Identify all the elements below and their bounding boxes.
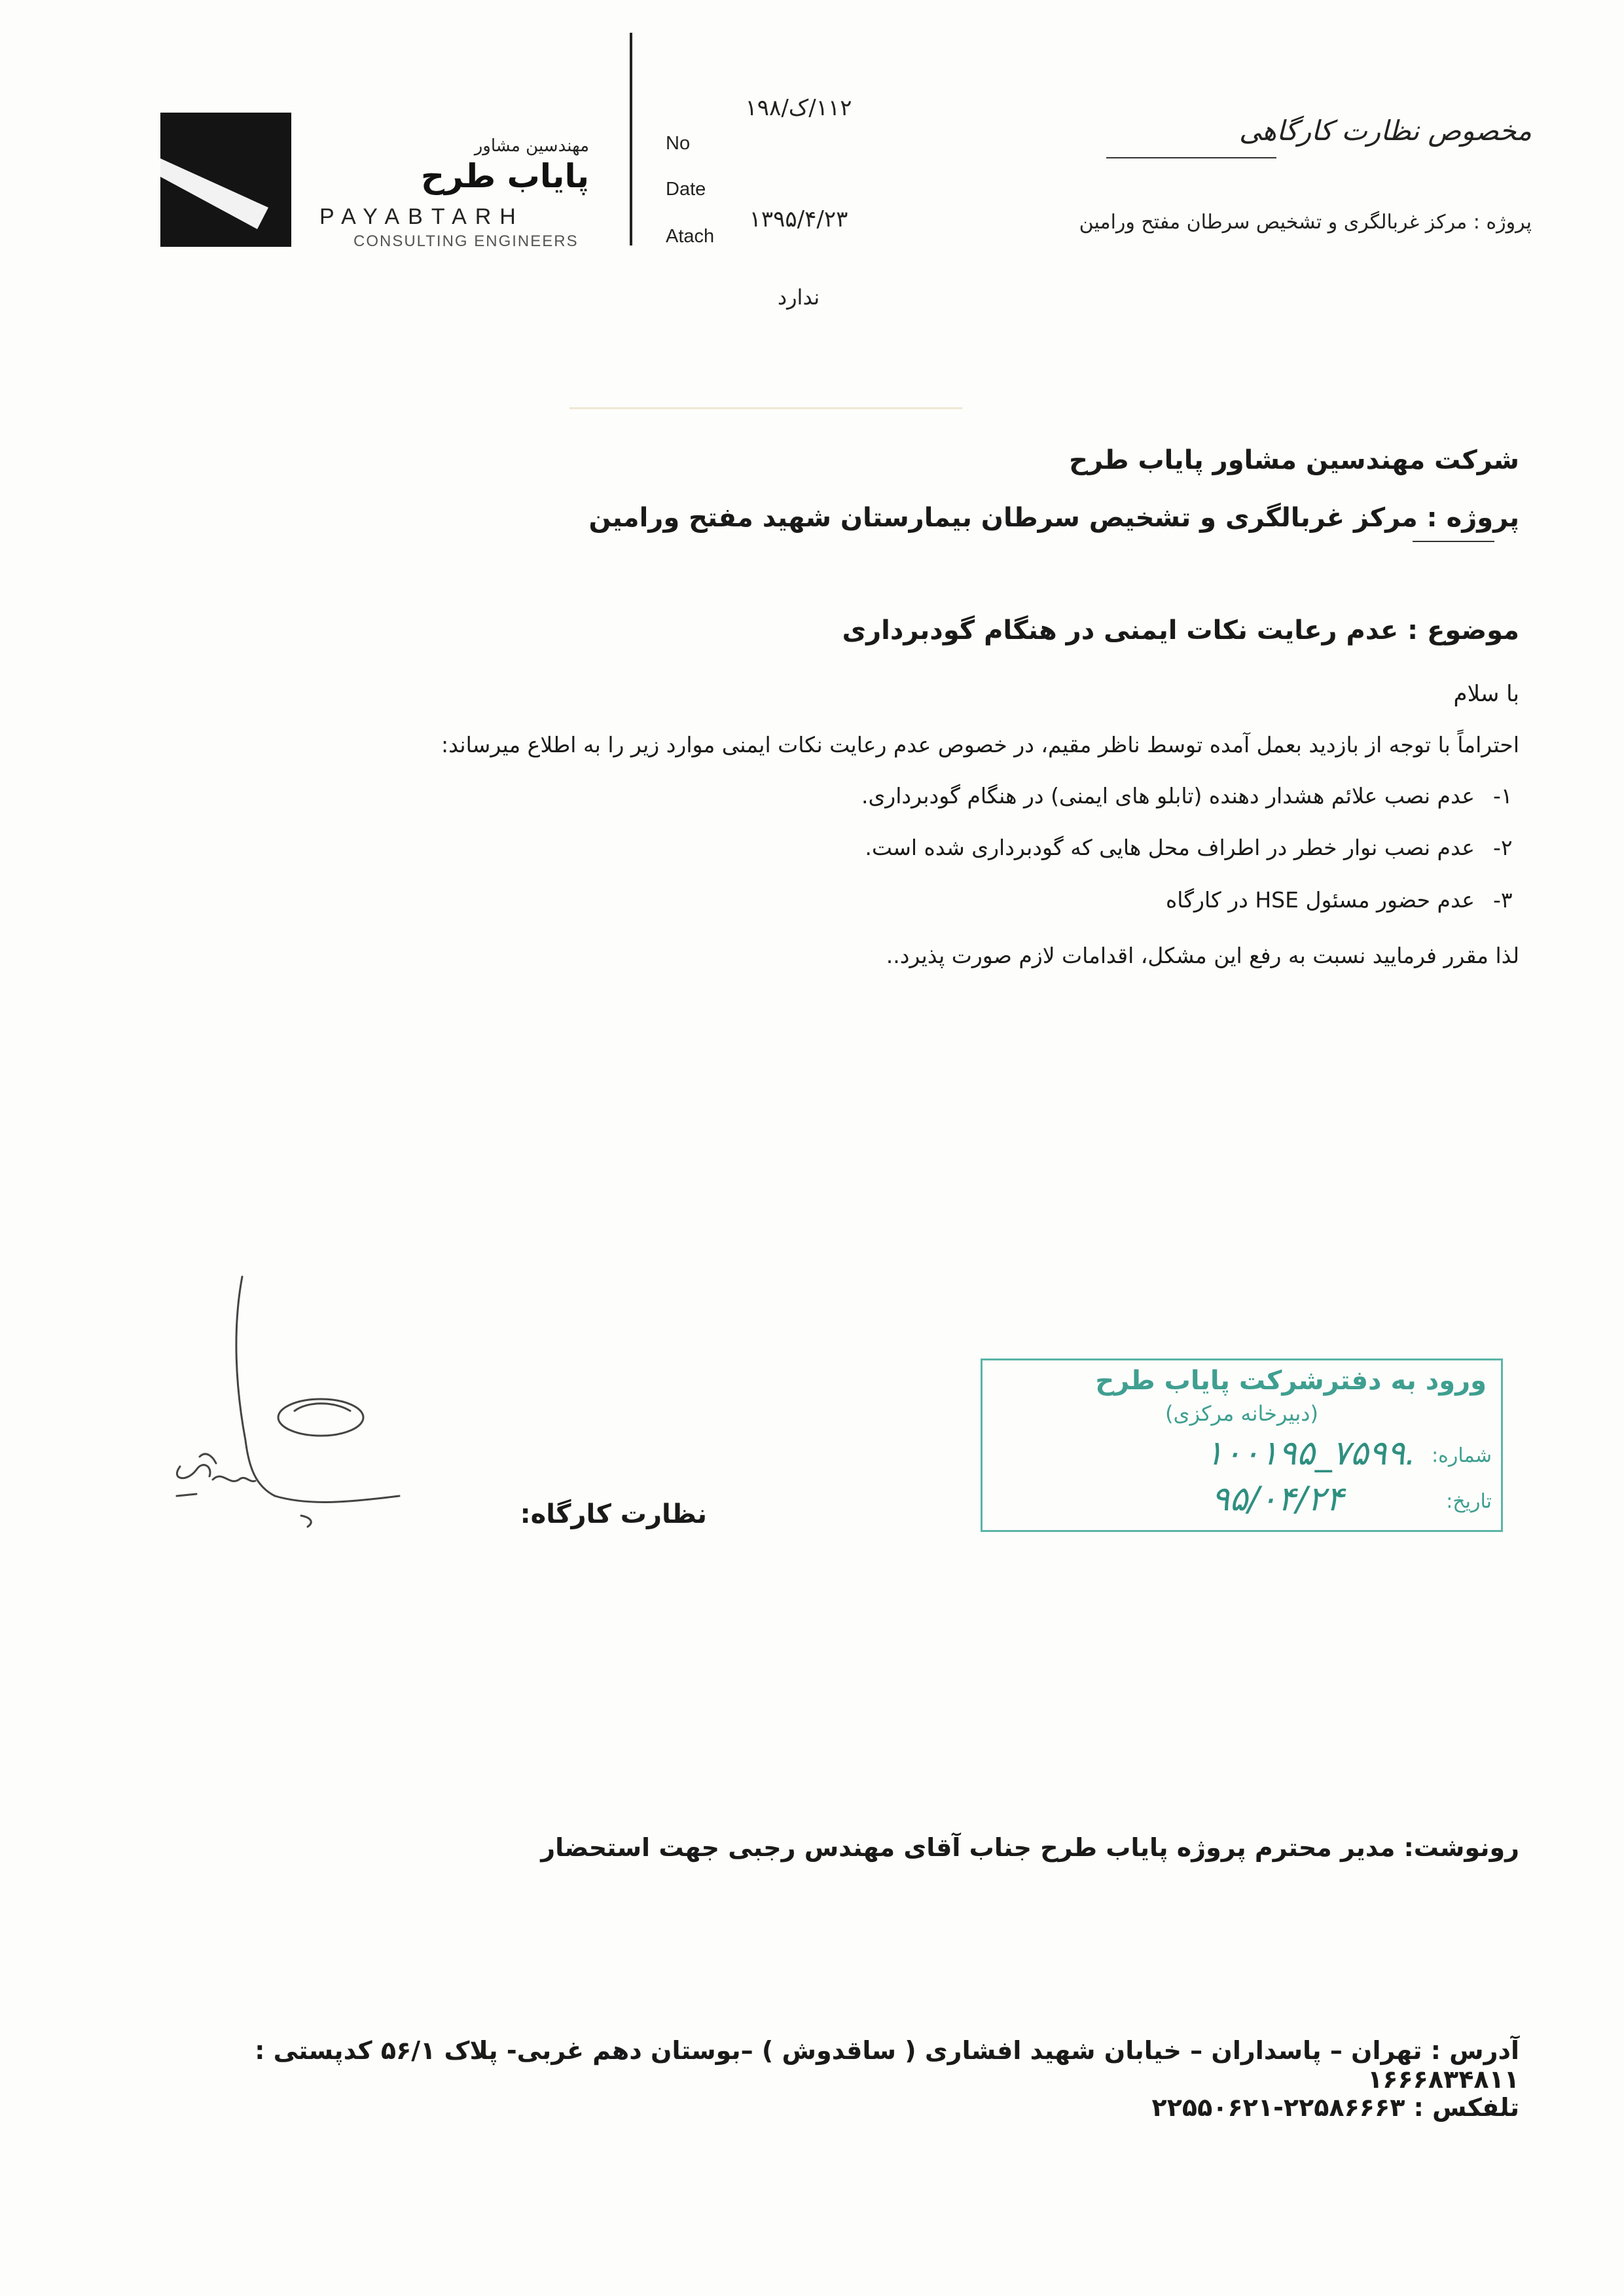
stamp-number-value: ۱۰۰۱۹۵_۷۵۹۹.: [1205, 1434, 1416, 1473]
list-item: [105, 783, 1519, 809]
stamp-date-value: ۹۵/۰۴/۲۴: [1211, 1480, 1344, 1519]
handwritten-signature-icon: [151, 1270, 452, 1558]
logo-mark-icon: [160, 113, 291, 247]
logo-english-name: PAYABTARH: [319, 204, 524, 229]
stamp-heading-underline: [1106, 157, 1276, 158]
attachment-value: ندارد: [777, 285, 820, 310]
supervision-stamp-heading: مخصوص نظارت کارگاهی: [1239, 115, 1532, 147]
date-label: Date: [666, 179, 706, 200]
stamp-title: ورود به دفترشرکت پایاب طرح: [1095, 1366, 1487, 1396]
list-item-text: عدم نصب علائم هشدار دهنده (تابلو های ایمنی) در هنگام گودبرداری.: [861, 783, 1475, 809]
header-separator: [569, 407, 962, 409]
no-label: No: [666, 133, 691, 154]
logo-persian-small: مهندسین مشاور: [474, 136, 589, 156]
list-item: [105, 835, 1519, 860]
carbon-copy-line: رونوشت: مدیر محترم پروژه پایاب طرح جناب آقای مهندس رجبی جهت استحضار: [541, 1833, 1519, 1862]
letter-number: ۱۱۲/ک/۱۹۸: [745, 95, 852, 121]
address-line: آدرس : تهران – پاسداران – خیابان شهید افشاری ( ساقدوش ) –بوستان دهم غربی- پلاک ۵۶/۱ کدپستی : ۱۶۶۶۸۳۴۸۱۱: [255, 2036, 1519, 2094]
list-item-number: ۲-: [1493, 835, 1513, 860]
letter-date: ۱۳۹۵/۴/۲۳: [749, 206, 848, 232]
site-supervision-signature-label: نظارت کارگاه:: [520, 1499, 707, 1529]
logo-english-subtitle: CONSULTING ENGINEERS: [353, 232, 579, 250]
greeting: با سلام: [1453, 681, 1519, 707]
intro-paragraph: احتراماً با توجه از بازدید بعمل آمده توسط ناظر مقیم، در خصوص عدم رعایت نکات ایمنی موارد زیر را به اطلاع میرساند:: [441, 732, 1519, 757]
header-project: پروژه : مرکز غربالگری و تشخیص سرطان مفتح ورامین: [1079, 211, 1532, 234]
logo-persian-name: پایاب طرح: [421, 157, 589, 195]
stamp-date-label: تاریخ:: [1446, 1490, 1492, 1513]
received-stamp: [981, 1358, 1503, 1532]
project-underline: [1413, 541, 1494, 542]
header-divider: [630, 33, 632, 246]
project-line: پروژه : مرکز غربالگری و تشخیص سرطان بیمارستان شهید مفتح ورامین: [588, 503, 1519, 533]
fax-line: تلفکس : ۲۲۵۸۶۶۶۳-۲۲۵۵۰۶۲۱: [1151, 2093, 1519, 2122]
list-item-number: ۱-: [1493, 783, 1513, 809]
recipient: شرکت مهندسین مشاور پایاب طرح: [1069, 445, 1519, 475]
subject-line: موضوع : عدم رعایت نکات ایمنی در هنگام گودبرداری: [842, 615, 1519, 646]
closing-paragraph: لذا مقرر فرمایید نسبت به رفع این مشکل، اقدامات لازم صورت پذیرد..: [886, 943, 1519, 968]
list-item-number: ۳-: [1493, 887, 1513, 913]
stamp-subtitle: (دبیرخانه مرکزی): [1165, 1401, 1318, 1426]
list-item: [105, 887, 1519, 913]
atach-label: Atach: [666, 226, 715, 247]
list-item-text: عدم نصب نوار خطر در اطراف محل هایی که گودبرداری شده است.: [865, 835, 1475, 860]
stamp-number-label: شماره:: [1432, 1444, 1492, 1467]
list-item-text: عدم حضور مسئول HSE در کارگاه: [1165, 887, 1475, 913]
company-logo: [160, 113, 291, 247]
